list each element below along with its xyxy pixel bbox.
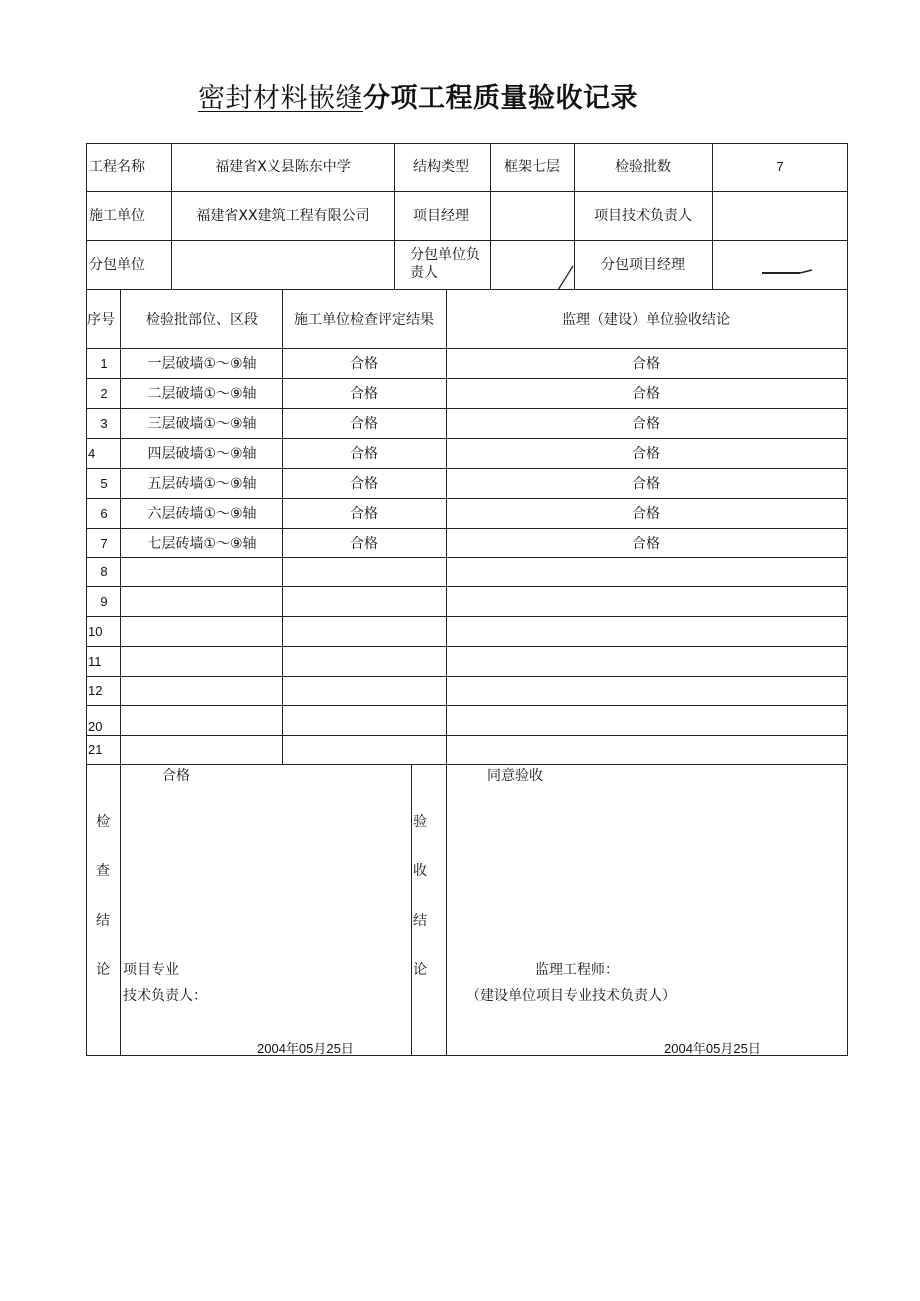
col-seq: 序号 [87, 312, 115, 328]
vline [171, 143, 172, 289]
hline [86, 586, 848, 587]
hline [86, 528, 848, 529]
table-border-left [86, 143, 87, 1055]
accept-date: 2004年05月25日 [664, 1041, 761, 1056]
sub-lead-label-line-1: 分包单位负 [410, 247, 480, 263]
vline [120, 289, 121, 764]
vline [712, 143, 713, 289]
sub-pm-label: 分包项目经理 [601, 257, 685, 273]
row-result: 合格 [350, 386, 378, 402]
hline [86, 764, 848, 765]
check-signer-line-2: 技术负责人： [123, 988, 207, 1004]
structure-type-label: 结构类型 [413, 159, 469, 175]
accept-signer-line-2: （建设单位项目专业技术负责人） [466, 988, 676, 1004]
project-name: 福建省X义县陈东中学 [215, 159, 351, 175]
vline [120, 764, 121, 1055]
row-location: 四层破墙①～⑨轴 [147, 446, 257, 462]
vline [282, 289, 283, 764]
hline [86, 289, 848, 290]
hline [86, 735, 848, 736]
row-result: 合格 [350, 356, 378, 372]
row-seq: 1 [100, 356, 108, 371]
row-location: 五层砖墙①～⑨轴 [147, 476, 257, 492]
row-location: 二层破墙①～⑨轴 [147, 386, 257, 402]
accept-char: 收 [413, 863, 427, 879]
row-seq: 20 [88, 719, 103, 734]
col-supervision: 监理（建设）单位验收结论 [562, 312, 730, 328]
accept-char: 论 [413, 962, 427, 978]
accept-char: 结 [413, 913, 427, 929]
hline [86, 646, 848, 647]
dash-mark [760, 268, 816, 276]
row-result: 合格 [350, 446, 378, 462]
hline [86, 348, 848, 349]
row-conclusion: 合格 [632, 386, 660, 402]
batch-count-label: 检验批数 [615, 159, 671, 175]
vline [490, 143, 491, 289]
accept-char: 验 [413, 814, 427, 830]
row-seq: 5 [100, 476, 108, 491]
vline [394, 143, 395, 289]
row-result: 合格 [350, 416, 378, 432]
col-location: 检验批部位、区段 [146, 312, 258, 328]
title-subject: 密封材料嵌缝 [198, 83, 363, 114]
row-conclusion: 合格 [632, 356, 660, 372]
vline [411, 764, 412, 1055]
title-main: 分项工程质量验收记录 [363, 83, 638, 114]
structure-type: 框架七层 [504, 159, 560, 175]
check-result: 合格 [162, 768, 190, 784]
accept-signer-line-1: 监理工程师： [535, 962, 619, 978]
check-signer-line-1: 项目专业 [123, 962, 179, 978]
hline [86, 616, 848, 617]
page-title [198, 76, 638, 115]
row-seq: 10 [88, 624, 103, 639]
row-location: 六层砖墙①～⑨轴 [147, 506, 257, 522]
check-char: 结 [96, 913, 110, 929]
hline [86, 143, 848, 144]
hline [86, 378, 848, 379]
hline [86, 705, 848, 706]
col-self-check: 施工单位检查评定结果 [294, 312, 434, 328]
accept-result: 同意验收 [487, 768, 543, 784]
hline [86, 676, 848, 677]
row-conclusion: 合格 [632, 536, 660, 552]
row-result: 合格 [350, 506, 378, 522]
row-seq: 6 [100, 506, 108, 521]
row-seq: 9 [100, 594, 108, 609]
hline [86, 498, 848, 499]
row-result: 合格 [350, 476, 378, 492]
batch-count: 7 [776, 159, 784, 174]
row-conclusion: 合格 [632, 476, 660, 492]
row-conclusion: 合格 [632, 416, 660, 432]
row-seq: 3 [100, 416, 108, 431]
hline [86, 408, 848, 409]
hline [86, 468, 848, 469]
row-seq: 2 [100, 386, 108, 401]
check-date: 2004年05月25日 [257, 1041, 354, 1056]
check-char: 查 [96, 863, 110, 879]
row-seq: 21 [88, 742, 103, 757]
row-conclusion: 合格 [632, 446, 660, 462]
hline [86, 240, 848, 241]
hline [86, 191, 848, 192]
project-manager-label: 项目经理 [413, 208, 469, 224]
hline [86, 438, 848, 439]
row-seq: 12 [88, 683, 103, 698]
check-char: 论 [96, 962, 110, 978]
row-seq: 7 [100, 536, 108, 551]
row-location: 一层破墙①～⑨轴 [147, 356, 257, 372]
project-name-label: 工程名称 [89, 159, 145, 175]
row-seq: 4 [88, 446, 96, 461]
contractor-label: 施工单位 [89, 208, 145, 224]
hline [86, 557, 848, 558]
row-seq: 8 [100, 564, 108, 579]
row-conclusion: 合格 [632, 506, 660, 522]
contractor: 福建省XX建筑工程有限公司 [196, 208, 370, 224]
table-border-right [847, 143, 848, 1055]
row-location: 七层砖墙①～⑨轴 [147, 536, 257, 552]
row-location: 三层破墙①～⑨轴 [147, 416, 257, 432]
sub-lead-label [410, 246, 480, 282]
vline [446, 289, 447, 1055]
check-char: 检 [96, 814, 110, 830]
subcontractor-label: 分包单位 [89, 257, 145, 273]
sub-lead-label-line-2: 责人 [410, 265, 438, 281]
row-seq: 11 [88, 654, 102, 669]
tech-lead-label: 项目技术负责人 [594, 208, 692, 224]
row-result: 合格 [350, 536, 378, 552]
slash-mark [555, 262, 577, 292]
